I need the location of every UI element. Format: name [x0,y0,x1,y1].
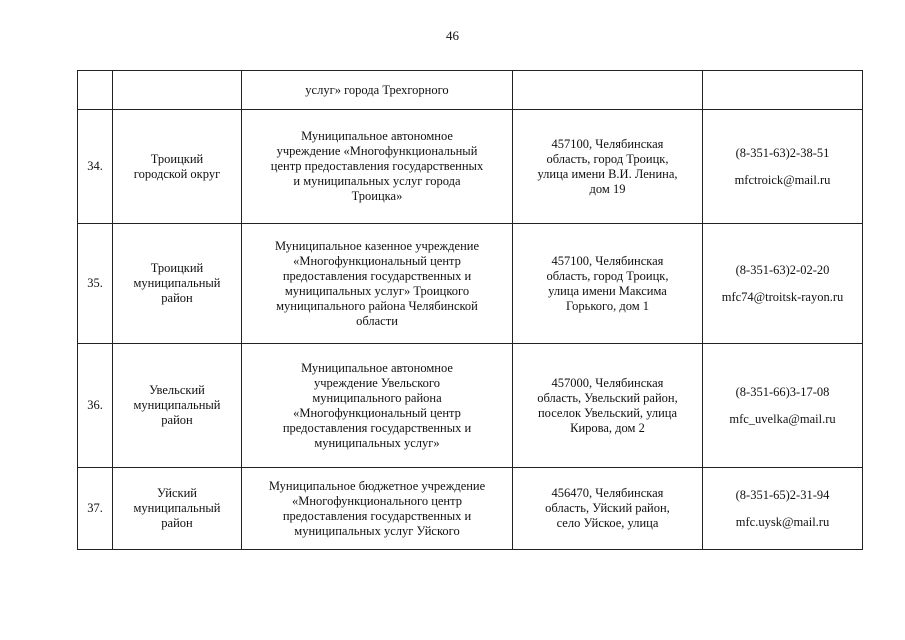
contacts-cell [703,224,863,344]
address-cell: 457000, Челябинская область, Увельский район, поселок Увельский, улица Кирова, дом 2 [513,344,703,468]
phone-text: (8-351-63)2-38-51 [735,145,830,160]
row-number [78,71,113,110]
table-row [78,110,863,224]
address-cell: 456470, Челябинская область, Уйский район, село Уйское, улица [513,468,703,550]
institution-cell: Муниципальное автономное учреждение «Многофункциональный центр предоставления государственных и муниципальных услуг города Троицка» [242,110,513,224]
page-number: 46 [446,28,459,43]
institution-cell: Муниципальное казенное учреждение «Многофункциональный центр предоставления государственных и муниципальных услуг» Троицкого муниципального района Челябинской области [242,224,513,344]
row-number: 36. [78,344,113,468]
district-cell: Уйский муниципальный район [113,468,242,550]
district-cell: Троицкий городской округ [113,110,242,224]
address-cell [513,71,703,110]
district-cell: Троицкий муниципальный район [113,224,242,344]
email-text: mfc_uvelka@mail.ru [729,411,836,426]
mfc-registry-table [77,70,863,550]
email-text: mfc74@troitsk-rayon.ru [721,289,844,304]
row-number: 37. [78,468,113,550]
table-row [78,71,863,110]
address-cell: 457100, Челябинская область, город Троицк, улица имени В.И. Ленина, дом 19 [513,110,703,224]
phone-text: (8-351-65)2-31-94 [735,487,830,502]
table-row [78,344,863,468]
institution-cell: Муниципальное автономное учреждение Увельского муниципального района «Многофункциональный центр предоставления государственных и муниципальных услуг» [242,344,513,468]
institution-cell: Муниципальное бюджетное учреждение «Многофункционального центр предоставления государственных и муниципальных услуг Уйского [242,468,513,550]
institution-cell: услуг» города Трехгорного [242,71,513,110]
phone-text: (8-351-63)2-02-20 [735,262,830,277]
district-cell: Увельский муниципальный район [113,344,242,468]
contacts-cell [703,344,863,468]
contacts-cell [703,71,863,110]
email-text: mfc.uysk@mail.ru [735,514,830,529]
table-row [78,468,863,550]
contacts-cell [703,110,863,224]
phone-text: (8-351-66)3-17-08 [735,384,830,399]
district-cell [113,71,242,110]
table-row [78,224,863,344]
email-text: mfctroick@mail.ru [734,172,831,187]
row-number: 34. [78,110,113,224]
address-cell: 457100, Челябинская область, город Троицк, улица имени Максима Горького, дом 1 [513,224,703,344]
contacts-cell [703,468,863,550]
row-number: 35. [78,224,113,344]
